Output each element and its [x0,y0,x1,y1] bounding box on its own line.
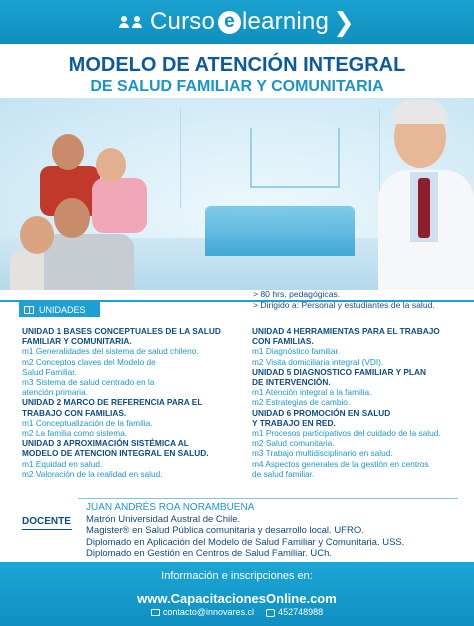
docente-info [86,502,404,560]
docente-name: JUAN ANDRÉS ROA NORAMBUENA [86,502,255,513]
info-audience: > Dirigido a: Personal y estudiantes de la salud. [253,300,435,310]
unit-heading: UNIDAD 5 DIAGNOSTICO FAMILIAR Y PLAN [252,366,426,377]
module-item: m4 Aspectos generales de la gestión en centros [252,458,429,469]
course-info [253,289,435,311]
brand-rest: learning [242,8,330,35]
module-item: m2 La familia como sistema. [22,428,128,439]
unit-heading: UNIDAD 6 PROMOCIÓN EN SALUD [252,407,391,418]
module-item: m2 Conceptos claves del Modelo de [22,356,156,367]
envelope-icon [151,609,160,616]
module-item: m3 Trabajo multidisciplinario en salud. [252,448,393,459]
module-item: m2 Valoración de la realidad en salud. [22,468,163,479]
phone-icon [266,609,275,617]
module-item: m2 Visita domiciliaria integral (VDI). [252,356,384,367]
unit-heading: TRABAJO CON FAMILIAS. [22,407,127,418]
unit-heading: UNIDAD 4 HERRAMIENTAS PARA EL TRABAJO [252,326,440,336]
module-item: Salud Familiar. [22,366,77,377]
docente-line: Magister® en Salud Pública comunitaria y desarrollo local. UFRO. [86,525,364,537]
footer [0,562,474,626]
docente-line: Diplomado en Aplicación del Modelo de Salud Familiar y Comunitaria. USS. [86,536,405,548]
page-subtitle: DE SALUD FAMILIAR Y COMUNITARIA [90,78,384,95]
email-text: contacto@innovares.cl [162,607,255,617]
module-item: atención primaria. [22,387,88,398]
phone-text: 452748988 [278,607,324,617]
page-title: MODELO DE ATENCIÓN INTEGRAL [68,54,406,76]
brand-text: Curso [149,8,216,35]
chevron-right-icon: ❯ [333,6,356,37]
header-banner [0,0,474,44]
website-link[interactable]: www.CapacitacionesOnline.com [137,591,337,606]
unit-heading: FAMILIAR Y COMUNITARIA. [22,336,132,347]
email-contact[interactable] [151,607,254,617]
docente-divider [78,498,458,499]
module-item: m2 Salud comunitaria. [252,438,335,449]
book-icon [24,306,34,314]
unidades-label: UNIDADES [39,304,86,315]
module-item: de salud familiar. [252,468,315,479]
unit-heading: UNIDAD 2 MARCO DE REFERENCIA PARA EL [22,397,203,408]
footer-contacts [0,607,474,617]
docente-line: Diplomado en Gestión en Centros de Salud Familiar. UCh. [86,548,333,560]
brand-logo [150,7,355,38]
unidades-tab [19,302,100,317]
unit-heading: Y TRABAJO EN RED. [252,417,336,428]
unit-heading: UNIDAD 1 BASES CONCEPTUALES DE LA SALUD [22,326,221,336]
info-hours: > 80 hrs. pedagógicas. [253,289,341,299]
family-photo [10,126,180,290]
doctor-photo [372,98,474,290]
module-item: m1 Generalidades del sistema de salud chileno. [22,346,199,357]
module-item: m1 Conceptualización de la familia. [22,417,153,428]
module-item: m1 Diagnóstico familiar. [252,346,341,357]
module-item: m3 Sistema de salud centrado en la [22,377,155,388]
clinic-counter [205,206,355,256]
docente-underline [22,529,72,530]
unit-heading: DE INTERVENCIÓN. [252,377,331,388]
users-icon [119,16,142,28]
module-item: m2 Estrategias de cambio. [252,397,351,408]
docente-label: DOCENTE [22,516,71,527]
unit-heading: UNIDAD 3 APROXIMACIÓN SISTÉMICA AL [22,438,189,449]
hero-image [0,98,474,290]
phone-contact[interactable] [266,607,323,617]
units-right-column [252,326,470,479]
docente-line: Matrón Universidad Austral de Chile. [86,513,241,525]
brand-e-icon: e [218,11,241,34]
units-left-column [22,326,238,479]
module-item: m1 Equidad en salud. [22,458,103,469]
module-item: m1 Atención integral a la familia. [252,387,372,398]
unit-heading: MODELO DE ATENCION INTEGRAL EN SALUD. [22,448,209,459]
footer-info: Información e inscripciones en: [161,570,313,582]
module-item: m1 Procesos participativos del cuidado de la salud. [252,428,441,439]
unit-heading: CON FAMILIAS. [252,336,314,347]
